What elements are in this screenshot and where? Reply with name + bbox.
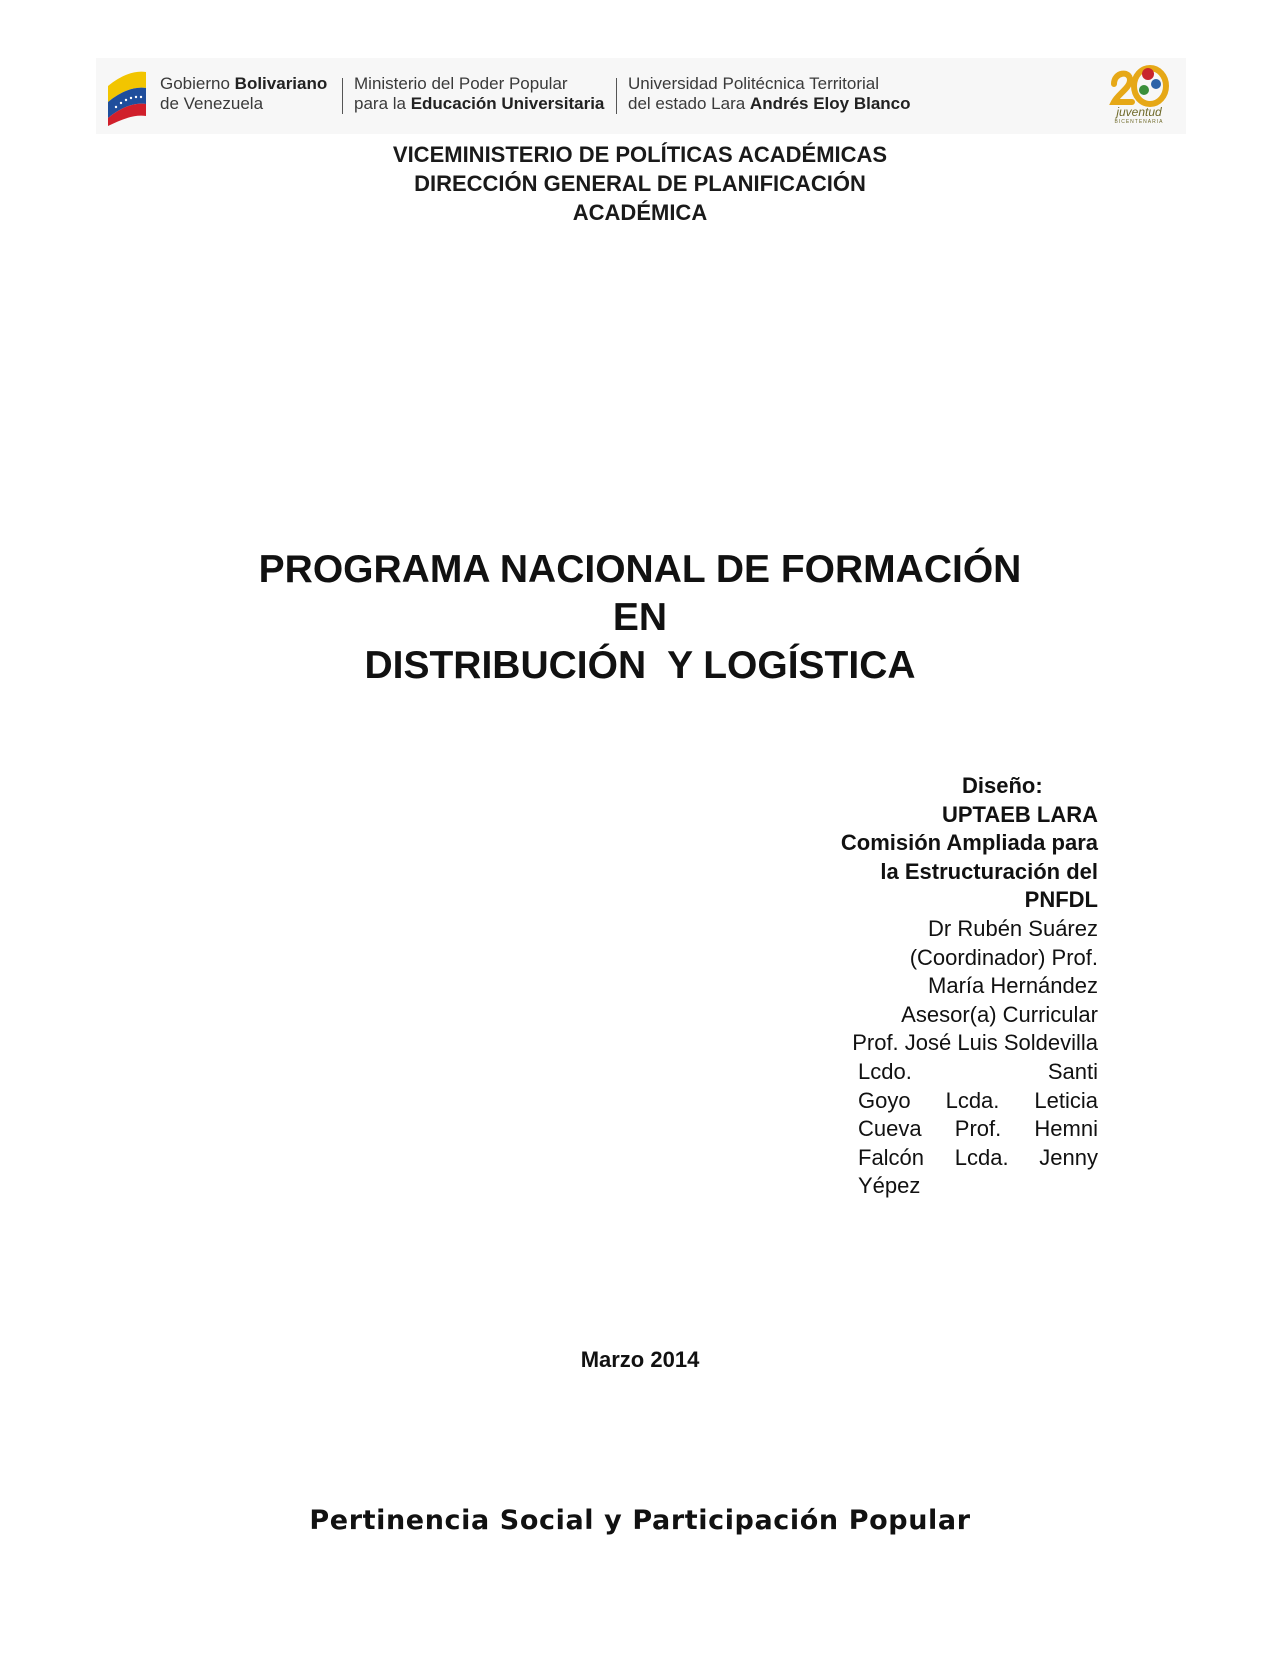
credits-line: Prof. José Luis Soldevilla [852, 1030, 1098, 1056]
badge-subtext: BICENTENARIA [1114, 119, 1164, 125]
ministry-label: Ministerio del Poder Popular para la Educación Universitaria [354, 74, 605, 113]
document-date: Marzo 2014 [580, 1347, 700, 1372]
credits-commission: PNFDL [1024, 887, 1098, 913]
header-divider [342, 78, 343, 114]
credits-label: Diseño: [962, 773, 1043, 798]
credits-line: (Coordinador) Prof. [909, 944, 1098, 970]
credits-line: Lcdo. Santi [858, 1058, 1098, 1084]
credits-line: Yépez [858, 1173, 921, 1199]
university-label: Universidad Politécnica Territorial del estado Lara Andrés Eloy Blanco [628, 74, 911, 113]
venezuela-flag-icon [104, 66, 150, 126]
header-divider [616, 78, 617, 114]
design-credits [776, 772, 1098, 1201]
credits-line: Falcón Lcda. Jenny [858, 1144, 1098, 1170]
government-label: Gobierno Bolivariano de Venezuela [160, 74, 328, 113]
motto: Pertinencia Social y Participación Popular [309, 1505, 971, 1536]
credits-line: María Hernández [928, 973, 1098, 999]
credits-line: Cueva Prof. Hemni [858, 1116, 1098, 1142]
credits-commission: la Estructuración del [880, 858, 1098, 884]
credits-line: Goyo Lcda. Leticia [858, 1087, 1098, 1113]
credits-commission: Comisión Ampliada para [840, 830, 1098, 856]
credits-org: UPTAEB LARA [941, 801, 1098, 827]
document-title: PROGRAMA NACIONAL DE FORMACIÓN EN DISTRIBUCIÓN Y LOGÍSTICA [258, 548, 1022, 687]
vice-ministry-heading: VICEMINISTERIO DE POLÍTICAS ACADÉMICAS DIRECCIÓN GENERAL DE PLANIFICACIÓN ACADÉMICA [392, 142, 888, 225]
credits-line: Dr Rubén Suárez [928, 915, 1098, 941]
header-banner [96, 58, 1186, 134]
badge-text: juventud [1116, 105, 1162, 119]
credits-line: Asesor(a) Curricular [901, 1001, 1098, 1027]
